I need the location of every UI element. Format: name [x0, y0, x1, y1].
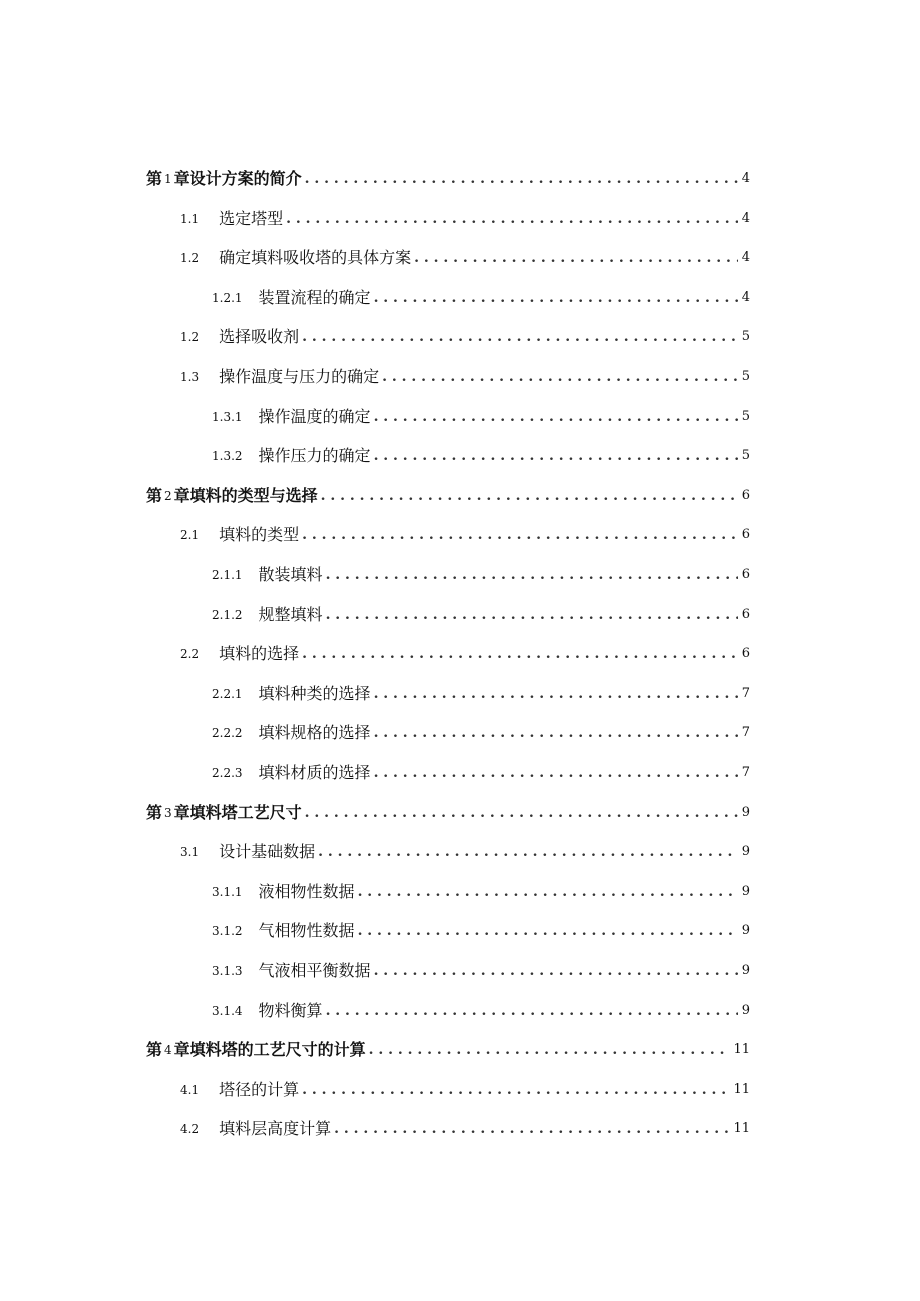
toc-entry-title: 填料规格的选择: [258, 723, 371, 743]
toc-page-number: 4: [741, 250, 750, 266]
toc-entry-title: 填料种类的选择: [258, 683, 371, 703]
toc-entry-title: 选择吸收剂: [219, 327, 300, 347]
toc-dot-leader: [374, 407, 738, 427]
toc-entry-title: 填料的类型: [219, 525, 300, 545]
toc-entry-number: 3.1: [180, 845, 200, 860]
toc-section-entry[interactable]: [212, 915, 750, 941]
toc-entry-number: 4: [164, 1043, 172, 1058]
toc-entry-number: 2.2.3: [212, 766, 243, 780]
toc-entry-title: 物料衡算: [258, 1000, 323, 1020]
toc-page-number: 9: [741, 923, 750, 939]
toc-dot-leader: [326, 1001, 738, 1021]
toc-dot-leader: [414, 248, 738, 268]
toc-page-number: 7: [741, 765, 750, 780]
toc-entry-number: 4.1: [180, 1082, 200, 1097]
toc-page-number: 9: [741, 963, 750, 978]
toc-page-number: 5: [741, 448, 750, 464]
toc-chapter-entry[interactable]: [146, 797, 750, 823]
toc-dot-leader: [305, 803, 738, 823]
toc-entry-title: 填料的选择: [219, 644, 300, 664]
toc-entry-title: 散装填料: [258, 565, 323, 584]
toc-entry-title: 液相物性数据: [258, 881, 355, 901]
toc-page-number: 5: [741, 408, 750, 424]
toc-entry-number: 2.1.1: [212, 568, 243, 582]
toc-entry-title: 气相物性数据: [258, 921, 355, 941]
toc-entry-title: 塔径的计算: [219, 1079, 300, 1099]
toc-section-entry[interactable]: [212, 955, 750, 981]
toc-entry-title: 规整填料: [258, 604, 323, 624]
toc-dot-leader: [302, 644, 738, 664]
toc-page-number: 9: [741, 1002, 750, 1018]
toc-entry-number: 3.1.1: [212, 884, 243, 899]
toc-section-entry[interactable]: [180, 321, 750, 347]
toc-page-number: 6: [741, 646, 750, 662]
toc-entry-title: 操作压力的确定: [258, 446, 371, 466]
toc-entry-title: 章设计方案的简介: [173, 169, 302, 188]
toc-entry-title: 设计基础数据: [219, 842, 316, 862]
toc-section-entry[interactable]: [180, 1074, 750, 1100]
toc-entry-number: 3.1.2: [212, 924, 243, 939]
toc-entry-number: 4.2: [180, 1122, 200, 1137]
toc-entry-number: 1.2.1: [212, 290, 243, 305]
toc-dot-leader: [302, 525, 738, 545]
toc-entry-title: 确定填料吸收塔的具体方案: [219, 248, 412, 268]
toc-entry-number: 2.1.2: [212, 607, 243, 622]
toc-entry-number: 1.1: [180, 211, 200, 226]
toc-dot-leader: [305, 169, 738, 189]
toc-dot-leader: [382, 367, 738, 387]
toc-section-entry[interactable]: [180, 638, 750, 664]
toc-page-number: 9: [741, 804, 750, 820]
toc-section-entry[interactable]: [180, 1113, 750, 1139]
toc-section-entry[interactable]: [212, 876, 750, 902]
toc-section-entry[interactable]: [212, 559, 750, 585]
toc-dot-leader: [374, 723, 738, 743]
toc-dot-leader: [302, 1080, 729, 1100]
toc-dot-leader: [374, 446, 738, 466]
toc-entry-title: 气液相平衡数据: [258, 961, 371, 980]
toc-entry-title: 章填料塔的工艺尺寸的计算: [173, 1040, 366, 1060]
toc-section-entry[interactable]: [212, 757, 750, 783]
toc-entry-number: 1.2: [180, 251, 200, 266]
toc-page-number: 5: [741, 369, 750, 384]
toc-entry-number: 3.1.4: [212, 1003, 243, 1018]
toc-dot-leader: [369, 1040, 730, 1060]
toc-page-number: 4: [741, 289, 750, 305]
toc-page-number: 6: [741, 567, 750, 582]
toc-entry-number: 2.2.2: [212, 726, 243, 741]
toc-page-number: 5: [741, 329, 750, 345]
toc-page-number: 9: [741, 844, 750, 860]
toc-dot-leader: [374, 961, 738, 981]
toc-section-entry[interactable]: [212, 995, 750, 1021]
toc-entry-title: 章填料的类型与选择: [173, 485, 318, 505]
toc-entry-title: 章填料塔工艺尺寸: [173, 802, 302, 822]
toc-entry-title: 装置流程的确定: [258, 287, 371, 307]
toc-chapter-entry[interactable]: [146, 163, 750, 189]
toc-entry-number: 1: [164, 172, 172, 186]
toc-dot-leader: [358, 921, 738, 941]
toc-page-number: 11: [733, 1081, 750, 1097]
toc-section-entry[interactable]: [212, 717, 750, 743]
toc-entry-number: 2.2: [180, 647, 200, 662]
toc-page-number: 6: [741, 606, 750, 622]
toc-section-entry[interactable]: [212, 599, 750, 625]
toc-section-entry[interactable]: [212, 440, 750, 466]
toc-entry-number: 1.2: [180, 330, 200, 345]
toc-section-entry[interactable]: [180, 836, 750, 862]
toc-entry-number: 1.3: [180, 370, 200, 384]
toc-page-number: 6: [741, 527, 750, 543]
toc-chapter-prefix: 第: [146, 1040, 163, 1060]
toc-page-number: 4: [741, 171, 750, 186]
toc-dot-leader: [318, 842, 738, 862]
toc-chapter-entry[interactable]: [146, 480, 750, 506]
toc-chapter-prefix: 第: [146, 169, 163, 188]
toc-section-entry[interactable]: [180, 242, 750, 268]
toc-dot-leader: [374, 288, 738, 308]
toc-entry-title: 操作温度的确定: [258, 406, 371, 426]
toc-entry-number: 1.3.1: [212, 409, 243, 424]
toc-page-number: 7: [741, 685, 750, 701]
toc-dot-leader: [326, 565, 738, 585]
toc-entry-title: 操作温度与压力的确定: [219, 367, 380, 386]
toc-entry-number: 2.2.1: [212, 686, 243, 701]
toc-entry-number: 2: [164, 488, 172, 503]
toc-section-entry[interactable]: [180, 203, 750, 229]
toc-entry-number: 1.3.2: [212, 449, 243, 464]
toc-dot-leader: [302, 327, 738, 347]
toc-dot-leader: [321, 486, 738, 506]
toc-page-number: 11: [733, 1042, 750, 1058]
toc-page-number: 11: [733, 1121, 750, 1137]
toc-entry-title: 填料材质的选择: [258, 763, 371, 782]
toc-dot-leader: [374, 763, 738, 783]
toc-section-entry[interactable]: [212, 678, 750, 704]
toc-entry-title: 填料层高度计算: [219, 1119, 332, 1139]
toc-entry-number: 3.1.3: [212, 964, 243, 978]
toc-dot-leader: [286, 209, 738, 229]
toc-page-number: 6: [741, 487, 750, 503]
toc-entry-title: 选定塔型: [219, 208, 284, 228]
toc-page-number: 9: [741, 883, 750, 899]
toc-chapter-entry[interactable]: [146, 1034, 750, 1060]
toc-chapter-prefix: 第: [146, 802, 163, 822]
toc-section-entry[interactable]: [180, 361, 750, 387]
toc-dot-leader: [326, 605, 738, 625]
toc-entry-number: 3: [164, 805, 172, 820]
toc-section-entry[interactable]: [180, 519, 750, 545]
toc-dot-leader: [334, 1119, 729, 1139]
toc-entry-number: 2.1: [180, 528, 200, 543]
toc-chapter-prefix: 第: [146, 485, 163, 505]
toc-dot-leader: [358, 882, 738, 902]
toc-section-entry[interactable]: [212, 282, 750, 308]
toc-section-entry[interactable]: [212, 401, 750, 427]
toc-page-number: 4: [741, 210, 750, 226]
toc-page-number: 7: [741, 725, 750, 741]
toc-dot-leader: [374, 684, 738, 704]
